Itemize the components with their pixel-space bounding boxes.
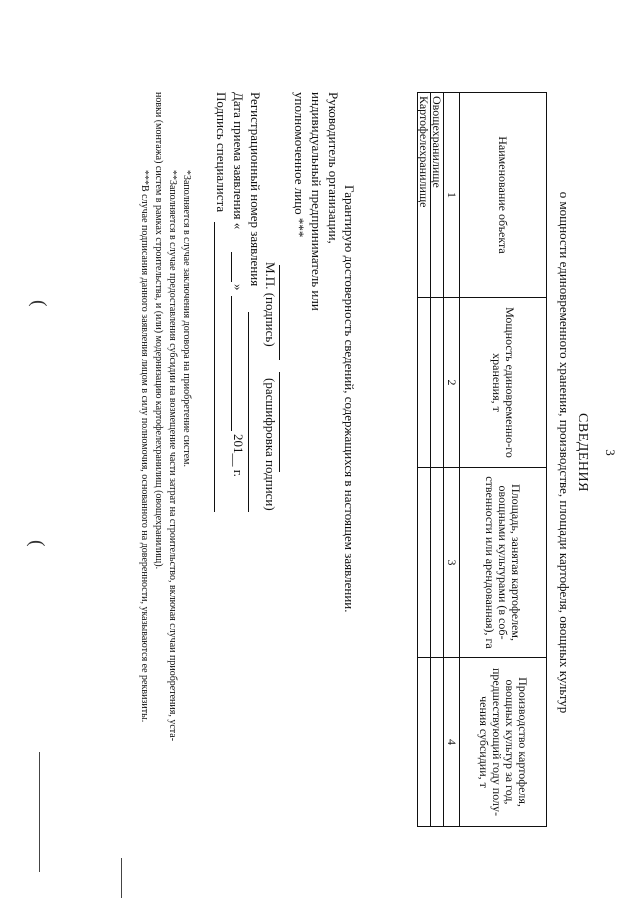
table-cell[interactable] <box>418 658 431 827</box>
header-production: Производство картофеля, овощных культур за год, предшествующий году полу-чения субсидии, т <box>460 658 547 827</box>
registration-number-label: Регистрационный номер заявления <box>248 92 263 287</box>
table-row <box>418 93 431 827</box>
acceptance-date-label: Дата приема заявления « <box>231 92 246 230</box>
date-day-line[interactable] <box>231 252 232 282</box>
mp-signature-label: М.П. (подпись) <box>263 262 278 347</box>
column-number: 4 <box>444 658 460 827</box>
table-cell[interactable] <box>418 298 431 468</box>
header-object-name: Наименование объекта <box>460 93 547 298</box>
page-number: 3 <box>603 449 618 456</box>
specialist-signature-label: Подпись специалиста <box>214 92 229 213</box>
document-subtitle: о мощности единовременного хранения, производстве, площади картофеля, овощных культур <box>557 191 572 714</box>
table-header-row <box>460 93 547 827</box>
table-cell[interactable] <box>431 658 444 827</box>
date-month-line[interactable] <box>231 296 232 431</box>
decode-line[interactable] <box>279 372 280 472</box>
capacity-table <box>417 92 547 827</box>
footnote: новки (монтажа) систем в рамках строительства, и (или) модернизацию картофелехранилищ (овощехранилищ). <box>153 92 164 570</box>
row-label: Картофелехранилище <box>418 93 431 298</box>
table-cell[interactable] <box>431 468 444 658</box>
column-number: 1 <box>444 93 460 298</box>
date-quote-close: » <box>231 284 246 291</box>
scan-artifact-line <box>121 858 122 898</box>
column-number: 2 <box>444 298 460 468</box>
signature-decode-label: (расшифровка подписи) <box>263 378 278 511</box>
header-area: Площадь, занятая картофелем, овощными культурами (в соб-ственности или арендованная), га <box>460 468 547 658</box>
document-title: СВЕДЕНИЯ <box>575 413 590 492</box>
table-cell[interactable] <box>431 298 444 468</box>
table-cell[interactable] <box>418 468 431 658</box>
table-row <box>431 93 444 827</box>
scan-artifact-line <box>39 752 40 872</box>
signatory-label: Руководитель организации, индивидуальный предприниматель или уполномоченное лицо *** <box>292 92 341 311</box>
registration-number-line[interactable] <box>248 312 249 512</box>
column-number: 3 <box>444 468 460 658</box>
specialist-signature-line[interactable] <box>214 222 215 512</box>
margin-mark: ( <box>26 540 48 547</box>
signature-line[interactable] <box>279 265 280 360</box>
footnote: ***В случае подписания данного заявления лицом в силу полномочия, основанного на доверенности, указываются ее реквизиты. <box>139 170 150 723</box>
table-number-row <box>444 93 460 827</box>
margin-mark: ( <box>28 300 50 307</box>
footnote: *Заполняется в случае заключения договора на приобретение систем. <box>181 170 192 467</box>
footnote: **Заполняется в случае предоставления субсидии на возмещение части затрат на строительство, включая случаи приобретения, уста- <box>167 170 178 742</box>
date-year: 201__ г. <box>231 434 246 477</box>
row-label: Овощехранилище <box>431 93 444 298</box>
header-storage-capacity: Мощность единовременно-го хранения, т <box>460 298 547 468</box>
guarantee-statement: Гарантирую достоверность сведений, содержащихся в настоящем заявлении. <box>342 185 357 613</box>
